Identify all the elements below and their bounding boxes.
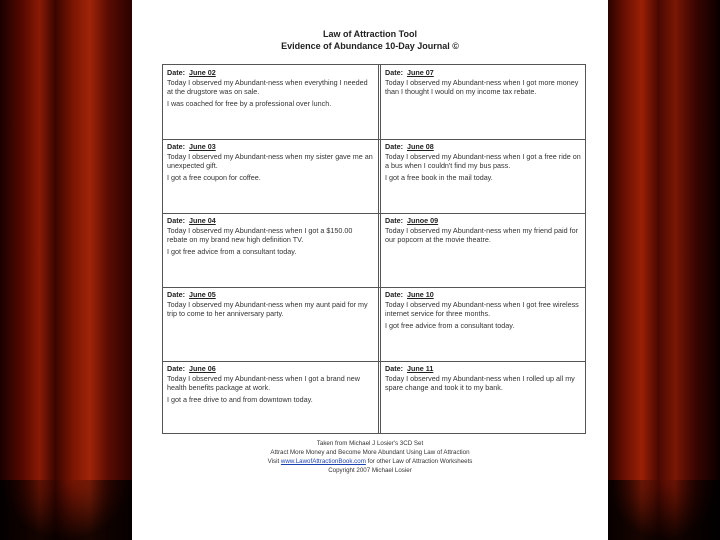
journal-entry xyxy=(163,287,378,361)
entry-note: I got a free book in the mail today. xyxy=(385,172,493,182)
entry-date-row xyxy=(167,142,374,152)
curtain-left xyxy=(0,0,132,540)
entry-date: June 05 xyxy=(188,290,216,299)
entry-note: I was coached for free by a professional over lunch. xyxy=(167,98,332,108)
footer-copyright: Copyright 2007 Michael Losier xyxy=(328,467,412,474)
footer-visit-prefix: Visit xyxy=(267,458,280,465)
entry-date: June 03 xyxy=(188,142,216,151)
journal-entry xyxy=(163,65,378,139)
entry-date: June 06 xyxy=(188,364,216,373)
entry-observation: Today I observed my Abundant-ness when I got a brand new health benefits package at work. xyxy=(167,373,360,392)
entry-observation: Today I observed my Abundant-ness when I got a free ride on a bus when I couldn't find my bus pass. xyxy=(385,151,581,170)
date-label: Date: xyxy=(167,290,185,299)
date-label: Date: xyxy=(167,364,185,373)
journal-entry xyxy=(381,287,587,361)
entry-date-row xyxy=(385,142,583,152)
entry-note: I got free advice from a consultant today. xyxy=(167,246,297,256)
date-label: Date: xyxy=(385,68,403,77)
entry-date-row xyxy=(167,364,374,374)
entry-date: June 04 xyxy=(188,216,216,225)
footer-website-link[interactable]: www.LawofAttractionBook.com xyxy=(280,458,366,465)
entry-date-row xyxy=(385,68,583,78)
date-label: Date: xyxy=(167,142,185,151)
date-label: Date: xyxy=(167,68,185,77)
entry-date-row xyxy=(167,216,374,226)
journal-entry xyxy=(381,361,587,435)
entry-date: June 08 xyxy=(406,142,434,151)
entry-note: I got free advice from a consultant today. xyxy=(385,320,515,330)
page-subtitle: Evidence of Abundance 10-Day Journal © xyxy=(281,41,459,51)
entry-date: June 02 xyxy=(188,68,216,77)
entry-observation: Today I observed my Abundant-ness when I got free wireless internet service for three months. xyxy=(385,299,579,318)
entry-date: June 10 xyxy=(406,290,434,299)
journal-entry xyxy=(381,65,587,139)
journal-entry xyxy=(381,213,587,287)
entry-note: I got a free drive to and from downtown today. xyxy=(167,394,313,404)
entry-observation: Today I observed my Abundant-ness when my sister gave me an unexpected gift. xyxy=(167,151,373,170)
footer-visit-line xyxy=(132,458,608,466)
entry-observation: Today I observed my Abundant-ness when my aunt paid for my trip to come to her anniversary party. xyxy=(167,299,368,318)
date-label: Date: xyxy=(385,364,403,373)
footer-source: Taken from Michael J Losier's 3CD Set xyxy=(316,440,424,447)
entry-date-row xyxy=(385,216,583,226)
journal-page xyxy=(132,0,608,540)
date-label: Date: xyxy=(385,216,403,225)
date-label: Date: xyxy=(385,290,403,299)
entry-note: I got a free coupon for coffee. xyxy=(167,172,261,182)
entry-date-row xyxy=(385,290,583,300)
entry-observation: Today I observed my Abundant-ness when I got more money than I thought I would on my income tax rebate. xyxy=(385,77,579,96)
journal-entry xyxy=(163,361,378,435)
entry-date-row xyxy=(167,290,374,300)
journal-grid xyxy=(162,64,586,434)
entry-observation: Today I observed my Abundant-ness when my friend paid for our popcorn at the movie theatre. xyxy=(385,225,578,244)
entry-date: June 11 xyxy=(406,364,434,373)
entry-date-row xyxy=(167,68,374,78)
entry-date-row xyxy=(385,364,583,374)
entry-observation: Today I observed my Abundant-ness when I got a $150.00 rebate on my brand new high definition TV. xyxy=(167,225,353,244)
entry-observation: Today I observed my Abundant-ness when everything I needed at the drugstore was on sale. xyxy=(167,77,368,96)
journal-entry xyxy=(381,139,587,213)
entry-date: Junoe 09 xyxy=(406,216,439,225)
footer-course-title: Attract More Money and Become More Abundant Using Law of Attraction xyxy=(270,449,470,456)
entry-observation: Today I observed my Abundant-ness when I rolled up all my spare change and took it to my bank. xyxy=(385,373,575,392)
journal-entry xyxy=(163,213,378,287)
date-label: Date: xyxy=(167,216,185,225)
curtain-right xyxy=(608,0,720,540)
footer-visit-suffix: for other Law of Attraction Worksheets xyxy=(367,458,473,465)
journal-entry xyxy=(163,139,378,213)
entry-date: June 07 xyxy=(406,68,434,77)
page-title: Law of Attraction Tool xyxy=(323,29,417,39)
date-label: Date: xyxy=(385,142,403,151)
